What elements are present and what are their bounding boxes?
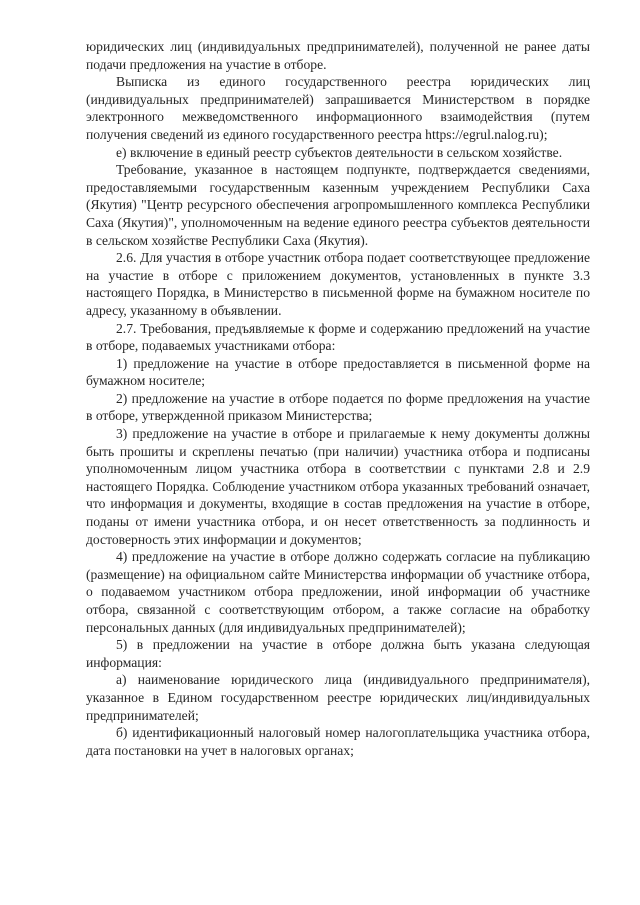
paragraph-clause-2-6: 2.6. Для участия в отборе участник отбора подает соответствующее предложение на участие в отборе с приложением документов, установленных в пункте 3.3 настоящего Порядка, в Министерство в письменной форме на бумажном носителе по адресу, указанному в объявлении. xyxy=(86,250,590,318)
paragraph-continuation: юридических лиц (индивидуальных предпринимателей), полученной не ранее даты подачи предложения на участие в отборе. xyxy=(86,39,590,72)
paragraph-item-5: 5) в предложении на участие в отборе должна быть указана следующая информация: xyxy=(86,637,590,670)
paragraph-egrul-extract: Выписка из единого государственного реестра юридических лиц (индивидуальных предпринимателей) запрашивается Министерством в порядке электронного межведомственного информационного взаимодействия (путем получения сведений из единого государственного реестра https://egrul.nalog.ru); xyxy=(86,74,590,142)
paragraph-item-2: 2) предложение на участие в отборе подается по форме предложения на участие в отборе, утвержденной приказом Министерства; xyxy=(86,390,590,424)
paragraph-clause-2-7: 2.7. Требования, предъявляемые к форме и содержанию предложений на участие в отборе, подаваемых участниками отбора: xyxy=(86,320,590,354)
paragraph-item-1: 1) предложение на участие в отборе предоставляется в письменной форме на бумажном носителе; xyxy=(86,355,590,389)
paragraph-subitem-b: б) идентификационный налоговый номер налогоплательщика участника отбора, дата постановки на учет в налоговых органах; xyxy=(86,725,590,758)
paragraph-subitem-a: а) наименование юридического лица (индивидуального предпринимателя), указанное в Едином государственном реестре юридических лиц/индивидуальных предпринимателей; xyxy=(86,672,590,723)
paragraph-item-4: 4) предложение на участие в отборе должно содержать согласие на публикацию (размещение) на официальном сайте Министерства информации об участнике отбора, о подаваемом участником отбора предложении, иной информации об участнике отбора, связанной с соответствующим отбором, а также согласие на обработку персональных данных (для индивидуальных предпринимателей); xyxy=(86,549,590,635)
paragraph-item-e: е) включение в единый реестр субъектов деятельности в сельском хозяйстве. xyxy=(116,144,563,160)
paragraph-item-3: 3) предложение на участие в отборе и прилагаемые к нему документы должны быть прошиты и скреплены печатью (при наличии) участника отбора и подписаны уполномоченным лицом участника отбора в соответствии с пунктами 2.8 и 2.9 настоящего Порядка. Соблюдение участником отбора указанных требований означает, что информация и документы, входящие в состав предложения на участие в отборе, поданы от имени участника отбора, и он несет ответственность за подлинность и достоверность этих информации и документов; xyxy=(86,426,590,547)
paragraph-requirement-confirmation: Требование, указанное в настоящем подпункте, подтверждается сведениями, предоставляемыми государственным казенным учреждением Республики Саха (Якутия) "Центр ресурсного обеспечения агропромышленного комплекса Республики Саха (Якутия)", уполномоченным на ведение единого реестра субъектов деятельности в сельском хозяйстве Республики Саха (Якутия). xyxy=(86,162,590,248)
